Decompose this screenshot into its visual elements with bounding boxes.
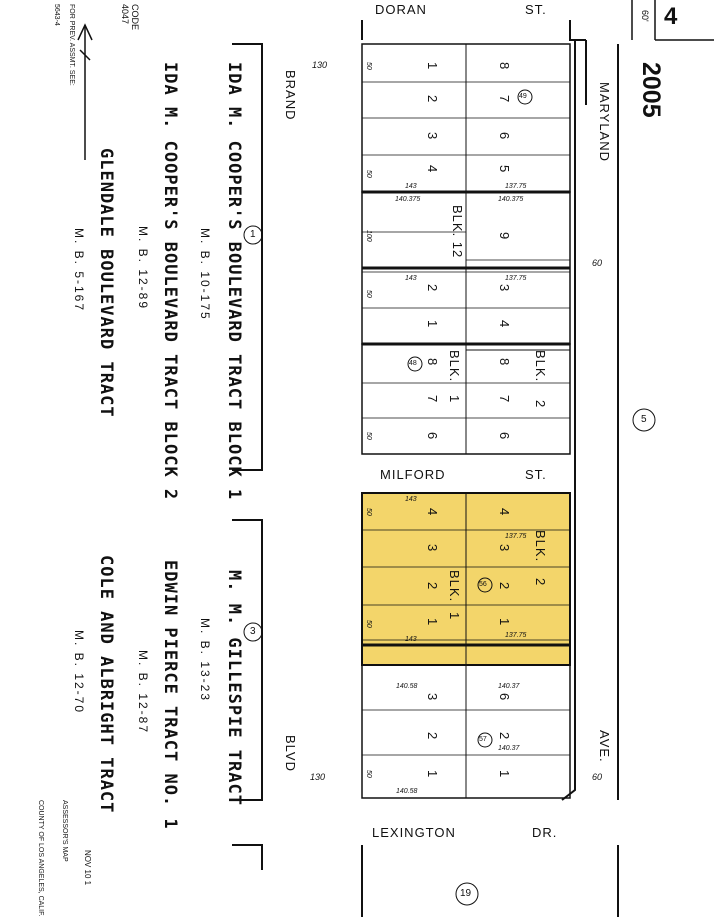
parcel-label-48: 48	[409, 360, 417, 367]
tract-mb-1: M. B. 10-175	[198, 228, 212, 321]
dimension-label: 143	[405, 275, 417, 282]
north-arrow-icon	[78, 25, 92, 160]
lexington-street-label: LEXINGTON	[372, 825, 456, 840]
dimension-label: 50	[365, 290, 372, 298]
dimension-label: 140.58	[396, 788, 418, 795]
parcel-label-56[interactable]: 56	[479, 581, 487, 588]
dimension-label: 50	[365, 62, 372, 70]
street-width-top: 130	[312, 60, 328, 70]
tract-name-4: M. M. GILLESPIE TRACT	[224, 570, 244, 806]
doran-street-suffix: ST.	[525, 2, 547, 17]
dimension-label: 137.75	[505, 632, 527, 639]
block-12-label: BLK. 12	[450, 205, 465, 259]
block-1a-label: BLK.	[447, 350, 462, 383]
lot-number[interactable]: 4	[425, 508, 440, 516]
lot-number: 3	[497, 284, 512, 292]
lot-number: 6	[497, 432, 512, 440]
lot-number: 8	[425, 358, 440, 366]
milford-street-suffix: ST.	[525, 467, 547, 482]
street-width-bottom: 130	[310, 772, 326, 782]
county-label: COUNTY OF LOS ANGELES, CALIF.	[37, 800, 44, 917]
tract-name-1: IDA M. COOPER'S BOULEVARD TRACT BLOCK 1	[224, 62, 244, 501]
ave-street-label: AVE.	[597, 730, 612, 763]
tract-mb-4: M. B. 13-23	[198, 618, 212, 703]
code-label: CODE	[130, 4, 140, 31]
dimension-label: 50	[365, 170, 372, 178]
lot-number: 2	[425, 95, 440, 103]
lot-number: 3	[425, 132, 440, 140]
tract-mb-2: M. B. 12-89	[136, 226, 150, 311]
scale-note: 60'	[640, 10, 650, 22]
tract-name-2: IDA M. COOPER'S BOULEVARD TRACT BLOCK 2	[160, 62, 180, 501]
parcel-label-57: 57	[479, 736, 487, 743]
street-width-ave: 60	[592, 772, 603, 782]
circle-label-3: 3	[250, 626, 256, 637]
block-1b-label: BLK.	[447, 570, 462, 603]
lot-number: 4	[497, 320, 512, 328]
dimension-label: 143	[405, 636, 417, 643]
dimension-label: 50	[365, 432, 372, 440]
block-2b-label: BLK.	[533, 530, 548, 563]
lot-number: 2	[425, 284, 440, 292]
lot-number: 6	[497, 132, 512, 140]
dimension-label: 50	[365, 620, 372, 628]
tract-name-6: COLE AND ALBRIGHT TRACT	[96, 555, 116, 814]
prev-assessment-ref: 5643-4	[53, 4, 60, 26]
lot-number: 7	[497, 395, 512, 403]
milford-street-label: MILFORD	[380, 467, 446, 482]
lot-number: 2	[497, 732, 512, 740]
lot-number[interactable]: 4	[497, 508, 512, 516]
doran-street-label: DORAN	[375, 2, 427, 17]
dimension-label: 143	[405, 496, 417, 503]
lot-number[interactable]: 2	[497, 582, 512, 590]
block-2a-number: 2	[533, 400, 548, 409]
block-2a-label: BLK.	[533, 350, 548, 383]
tract-mb-3: M. B. 5-167	[72, 228, 86, 313]
block-1b-number: 1	[447, 612, 462, 621]
dimension-label: 50	[365, 508, 372, 516]
book-number: 4	[664, 3, 678, 30]
maryland-street-label: MARYLAND	[597, 82, 612, 163]
lot-number: 1	[497, 770, 512, 778]
dimension-label: 143	[405, 183, 417, 190]
block-1a-number: 1	[447, 395, 462, 404]
dimension-label: 140.375	[395, 196, 421, 203]
lot-number: 1	[425, 62, 440, 70]
lot-number: 1	[425, 320, 440, 328]
tract-mb-6: M. B. 12-70	[72, 630, 86, 715]
brand-street-label: BRAND	[283, 70, 298, 121]
lot-number: 5	[497, 165, 512, 173]
dimension-label: 140.37	[498, 745, 520, 752]
lot-number[interactable]: 1	[425, 618, 440, 626]
lot-number: 4	[425, 165, 440, 173]
circle-label-1: 1	[250, 229, 256, 240]
lot-number: 2	[425, 732, 440, 740]
dimension-label: 137.75	[505, 533, 527, 540]
tract-mb-5: M. B. 12-87	[136, 650, 150, 735]
lot-number: 6	[497, 693, 512, 701]
lot-number: 1	[425, 770, 440, 778]
lexington-street-suffix: DR.	[532, 825, 558, 840]
dimension-label: 137.75	[505, 275, 527, 282]
tract-name-3: GLENDALE BOULEVARD TRACT	[96, 148, 116, 418]
blvd-street-label: BLVD	[283, 735, 298, 772]
lot-number[interactable]: 2	[425, 582, 440, 590]
lot-number: 6	[425, 432, 440, 440]
street-width-ave-2: 60	[592, 258, 603, 268]
block-2b-number: 2	[533, 578, 548, 587]
dimension-label: 137.75	[505, 183, 527, 190]
dimension-label: 140.37	[498, 683, 520, 690]
lot-number[interactable]: 3	[497, 544, 512, 552]
lot-number[interactable]: 1	[497, 618, 512, 626]
lot-number[interactable]: 3	[425, 544, 440, 552]
dimension-label: 140.58	[396, 683, 418, 690]
circle-label-5: 5	[641, 414, 647, 425]
dimension-label: 100	[365, 230, 372, 242]
lot-number: 8	[497, 358, 512, 366]
tract-name-5: EDWIN PIERCE TRACT NO. 1	[160, 560, 180, 830]
dimension-label: 140.375	[498, 196, 524, 203]
lot-number: 3	[425, 693, 440, 701]
page-number: 2005	[637, 62, 665, 118]
lot-number: 7	[425, 395, 440, 403]
code-value: 4047	[120, 4, 130, 25]
lot-number: 8	[497, 62, 512, 70]
circle-label-19: 19	[460, 888, 472, 899]
assessor-map-label: ASSESSOR'S MAP	[61, 800, 68, 862]
parcel-label-49: 49	[519, 93, 527, 100]
dimension-label: 50	[365, 770, 372, 778]
prev-assessment-label: FOR PREV. ASSMT. SEE:	[68, 4, 75, 86]
lot-number: 9	[497, 232, 512, 240]
block-outlines	[362, 44, 570, 798]
date-label: NOV 10 1	[83, 850, 92, 886]
lot-number: 7	[497, 95, 512, 103]
